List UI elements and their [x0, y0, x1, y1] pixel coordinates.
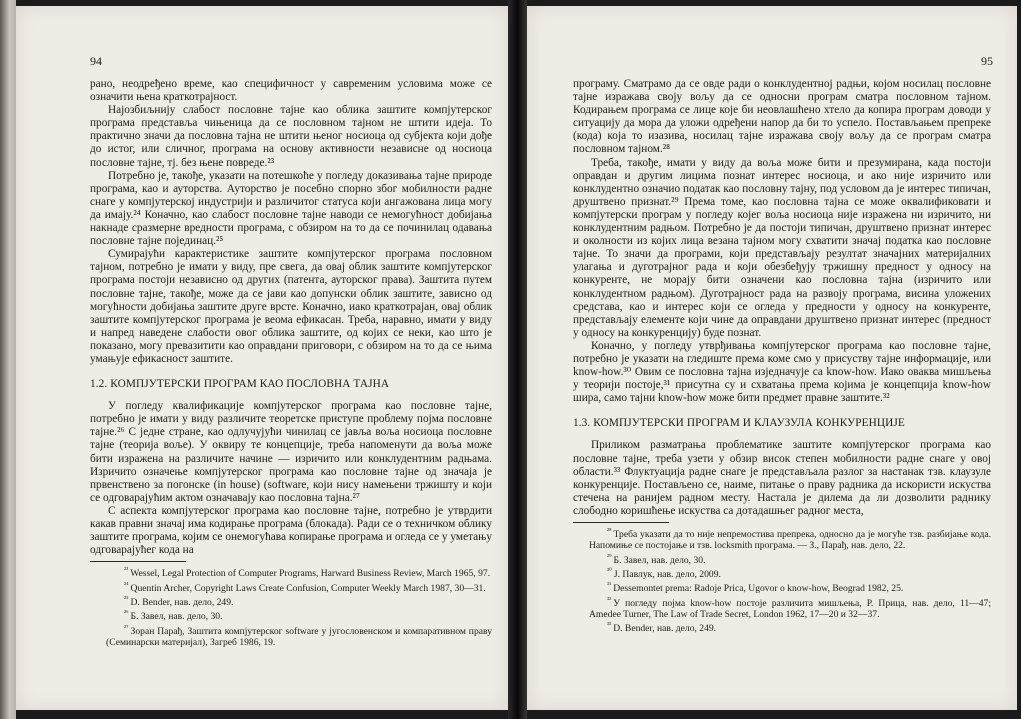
page-number: 94 — [90, 54, 102, 68]
paragraph: С аспекта компјутерског програма као пословне тајне, потребно је утврдити какав правни значај има кодирање програма (блокада). Ради се о техничком облику заштите програма, којим се онемогућава копирање програма и огледа се у уметању одговарајућег кода на — [90, 504, 492, 557]
paragraph: Приликом разматрања проблематике заштите компјутерског програма као пословне тајне, треба узети у обзир висок степен мобилности радне снаге у овој области.³³ Флуктуација радне снаге је представљала разлог за настанак тзв. клаузуле конкуренције. Постављено се, наиме, питање о праву радника да искористи искуства стечена на ранијем радном месту. Настала је дилема да ли дозволити раднику слободно коришћење искуства са дотадашњег радног места, — [573, 439, 991, 517]
book-gutter — [508, 0, 527, 719]
footnote-rule — [90, 561, 186, 562]
footnote: $^{^{32}}$ У погледу појма know-how постоје различита мишљења, Р. Прица, нав. дело, 11—47; Amedee Turner, The Law of Trade Secret, London 1962, 17—20 и 32—37. — [589, 595, 991, 621]
left-page — [16, 6, 508, 710]
right-page-body — [573, 78, 991, 635]
paragraph: Потребно је, такође, указати на потешкоће у погледу доказивања тајне природе програма, као и ауторства. Ауторство је посебно спорно због мобилности радне снаге у компјутерској индустрији и различитог статуса који ангажована лица могу да имају.²⁴ Коначно, као слабост пословне тајне наводи се немогућност добијања накнаде сразмерне вредности програма, с обзиром на то да се починилац одавања пословне тајне појединац.²⁵ — [90, 169, 492, 248]
footnote: $^{^{30}}$ Ј. Павлук, нав. дело, 2009. — [607, 566, 721, 581]
paragraph: Коначно, у погледу утврђивања компјутерског програма као пословне тајне, потребно је указати на гледиште према коме смо у присуству тајне информације, или know-how.³⁰ Овим се пословна тајна изједначује са know-how. Иако оваква мишљења у теорији постоје,³¹ присутна су и схватања према којима је концепција know-how шира, само тајни know-how може бити предмет правне заштите.³² — [573, 339, 991, 405]
footnote: $^{^{27}}$ Зоран Парађ, Заштита компјутерског software у југословенском и компаративном праву (Семинарски материјал), Загреб 1986, 19. — [106, 623, 492, 649]
left-edge-shadow — [0, 0, 16, 719]
paragraph: У погледу квалификације компјутерског програма као пословне тајне, потребно је имати у виду различите теоретске приступе проблему појма пословне тајне.²⁶ С једне стране, као одлучујући чинилац се јавља воља носиоца пословне тајне (теорија воље). У оквиру те концепције, треба напоменути да воља може бити изражена на различите начине — изричито или конклудентним радњама. Изричито означење компјутерског програма као пословне тајне од значаја је првенствено за погонске (in house) (software, који нису намењени тржишту и који се одговарајућим актом означавају као пословна тајна.²⁷ — [90, 400, 492, 504]
footnote: $^{^{26}}$ Б. Завел, нав. дело, 30. — [124, 609, 223, 623]
section-heading: 1.3. КОМПЈУТЕРСКИ ПРОГРАМ И КЛАУЗУЛА КОНКУРЕНЦИЈЕ — [573, 417, 905, 430]
paragraph: Треба, такође, имати у виду да воља може бити и презумирана, када постоји оправдан и другим лицима познат интерес носиоца, и ако није изричито или конклудентно означио податак као пословну тајну, под условом да је интерес типичан, друштвено признат.²⁹ Према томе, као пословна тајна се може оквалификовати и компјутерски програм у погледу којег воља носиоца није изражена ни изричито, ни конклудентним радњом. Потребно је да постоји типичан, друштвено признат интерес и околности из којих лица везана тајном могу схватити значај податка као пословне тајне. То значи да програми, који представљају резултат значајних материјалних улагања и дуготрајног рада и који обезбеђују тржишну предност у односу на конкуренте, не морају бити означени као пословна тајна (изричито или конклудентном радњом). Дуготрајност рада на развоју програма, висина уложених средстава, као и интерес који се огледа у предности у односу на конкуренте, представљају елементе који чине да оправдани друштвено признат интерес (предност у односу на конкуренцију) буде познат. — [573, 156, 991, 339]
footnote: $^{^{31}}$ Dessemontet prema: Radoje Prica, Ugovor o know-how, Beograd 1982, 25. — [607, 581, 904, 595]
footnote-rule — [573, 522, 669, 523]
paragraph: програму. Сматрамо да се овде ради о конклудентној радњи, којом носилац пословне тајне изражава своју вољу да се односни програм сматра пословном тајном. Кодирањем програма се лице које би неовлашћено хтело да копира програм доводи у ситуацију да мора да уложи одређени напор да би то успело. Постављањем препреке (кода) која то изазива, носилац тајне изражава своју вољу да се програм сматра пословном тајном.²⁸ — [573, 78, 991, 156]
page-number: 95 — [981, 54, 993, 68]
footnote: $^{^{24}}$ Quentin Archer, Copyright Laws Create Confusion, Computer Weekly March 1987, 30—31. — [124, 580, 486, 594]
footnote: $^{^{33}}$ D. Bender, нав. дело, 249. — [607, 621, 717, 635]
paragraph: рано, неодређено време, као специфичност у савременим условима може се означити њена краткотрајност. — [90, 78, 492, 104]
footnote: $^{^{28}}$ Треба указати да то није непремостива препрека, односно да је могуће тзв. разбијање кода. Напомиње се постојање и тзв. locksmith програма. — З., Парађ, нав. дело, 22. — [589, 527, 991, 552]
paragraph: Најозбиљнију слабост пословне тајне као облика заштите компјутерског програма представља чињеница да се пословном тајном не штити идеја. То практично значи да пословна тајна не штити њеног носиоца од субјекта који дође до истог, или сличног, програма на основу активности независне од носиоца пословне тајне, тј. без њене повреде.²³ — [90, 104, 492, 169]
section-heading: 1.2. КОМПЈУТЕРСКИ ПРОГРАМ КАО ПОСЛОВНА ТАЈНА — [90, 378, 390, 391]
footnote: $^{^{23}}$ Wessel, Legal Protection of Computer Programs, Harward Business Review, March 1965, 97. — [124, 566, 491, 580]
right-page — [527, 6, 1017, 710]
paragraph: Сумирајући карактеристике заштите компјутерског програма пословном тајном, потребно је имати у виду, пре свега, да овај облик заштите компјутерског програма постоји независно од других (патента, ауторског права). Заштита путем пословне тајне, такође, може да се јави као допунски облик заштите, зависно од могућности добијања заштите друге врсте. Коначно, иако краткотрајан, овај облик заштите компјутерског програма је веома ефикасан. Треба, наравно, имати у виду и напред наведене слабости овог облика заштите, од којих се неки, као што је показано, могу превазитити као оправдани приговори, с обзиром на то да се њима умањује ефикасност заштите. — [90, 248, 492, 365]
left-page-body — [90, 78, 492, 648]
footnote: $^{^{29}}$ Б. Завел, нав. дело, 30. — [607, 552, 706, 566]
footnote: $^{^{25}}$ D. Bender, нав. дело, 249. — [124, 595, 234, 609]
